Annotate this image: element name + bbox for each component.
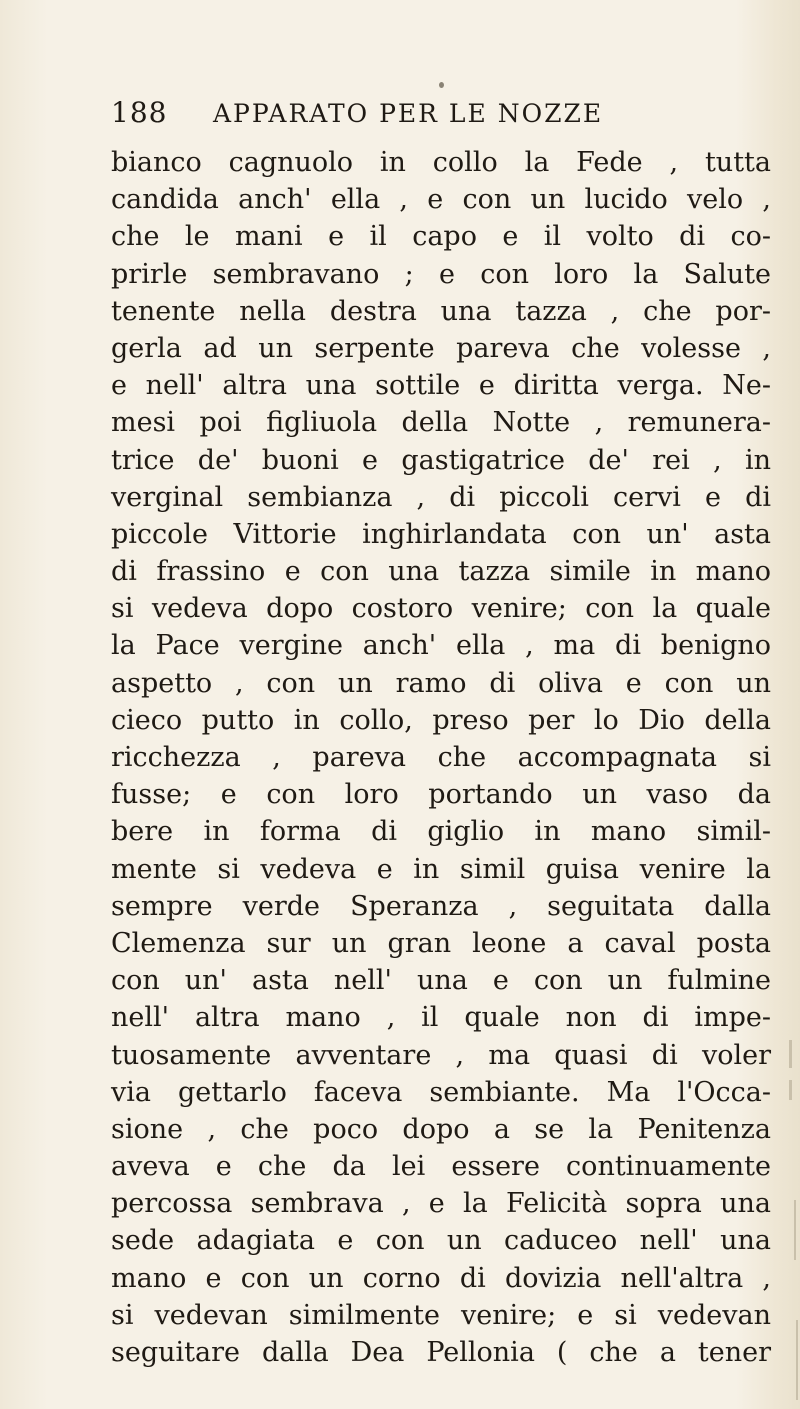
text-line: ricchezza , pareva che accompagnata si <box>111 742 771 773</box>
text-line: e nell' altra una sottile e diritta verga. Ne- <box>111 370 771 402</box>
text-line: tenente nella destra una tazza , che por- <box>111 295 771 327</box>
text-line: percossa sembrava , e la Felicità sopra una <box>111 1188 771 1220</box>
text-line: la Pace vergine anch' ella , ma di benigno <box>111 630 771 662</box>
text-line: mano e con un corno di dovizia nell'altra , <box>111 1262 771 1294</box>
running-title: APPARATO PER LE NOZZE <box>213 99 604 128</box>
page-edge-mark <box>789 1040 792 1068</box>
page-edge-mark <box>796 1320 798 1400</box>
text-line: aspetto , con un ramo di oliva e con un <box>111 667 771 699</box>
text-line: aveva e che da lei essere continuamente <box>111 1151 771 1183</box>
text-line: piccole Vittorie inghirlandata con un' asta <box>111 518 771 550</box>
ink-speck <box>439 82 444 88</box>
text-line: di frassino e con una tazza simile in mano <box>111 556 771 588</box>
text-line: seguitare dalla Dea Pellonia ( che a tener <box>111 1337 771 1368</box>
text-line: si vedeva dopo costoro venire; con la quale <box>111 593 771 625</box>
text-line: nell' altra mano , il quale non di impe- <box>111 1002 771 1034</box>
text-line: tuosamente avventare , ma quasi di voler <box>111 1039 771 1071</box>
text-line: verginal sembianza , di piccoli cervi e di <box>111 481 771 513</box>
text-line: bere in forma di giglio in mano simil- <box>111 816 771 848</box>
body-text <box>111 144 771 1371</box>
text-line: candida anch' ella , e con un lucido velo , <box>111 184 771 216</box>
text-line: prirle sembravano ; e con loro la Salute <box>111 258 771 290</box>
text-line: si vedevan similmente venire; e si vedevan <box>111 1299 771 1331</box>
text-line: via gettarlo faceva sembiante. Ma l'Occa- <box>111 1076 771 1108</box>
text-line: mente si vedeva e in simil guisa venire la <box>111 853 771 885</box>
text-line: con un' asta nell' una e con un fulmine <box>111 965 771 997</box>
text-line: mesi poi figliuola della Notte , remunera- <box>111 407 771 439</box>
page-number: 188 <box>111 96 168 129</box>
text-line: Clemenza sur un gran leone a caval posta <box>111 927 771 959</box>
text-line: sede adagiata e con un caduceo nell' una <box>111 1225 771 1257</box>
text-line: bianco cagnuolo in collo la Fede , tutta <box>111 147 771 178</box>
text-line: fusse; e con loro portando un vaso da <box>111 779 771 811</box>
text-line: sempre verde Speranza , seguitata dalla <box>111 890 771 922</box>
text-line: gerla ad un serpente pareva che volesse , <box>111 332 771 364</box>
text-line: che le mani e il capo e il volto di co- <box>111 221 771 253</box>
page-edge-mark <box>789 1080 792 1100</box>
text-line: cieco putto in collo, preso per lo Dio della <box>111 704 771 736</box>
page-edge-mark <box>794 1200 796 1260</box>
text-line: trice de' buoni e gastigatrice de' rei , in <box>111 444 771 476</box>
running-header <box>111 96 771 136</box>
text-line: sione , che poco dopo a se la Penitenza <box>111 1113 771 1145</box>
